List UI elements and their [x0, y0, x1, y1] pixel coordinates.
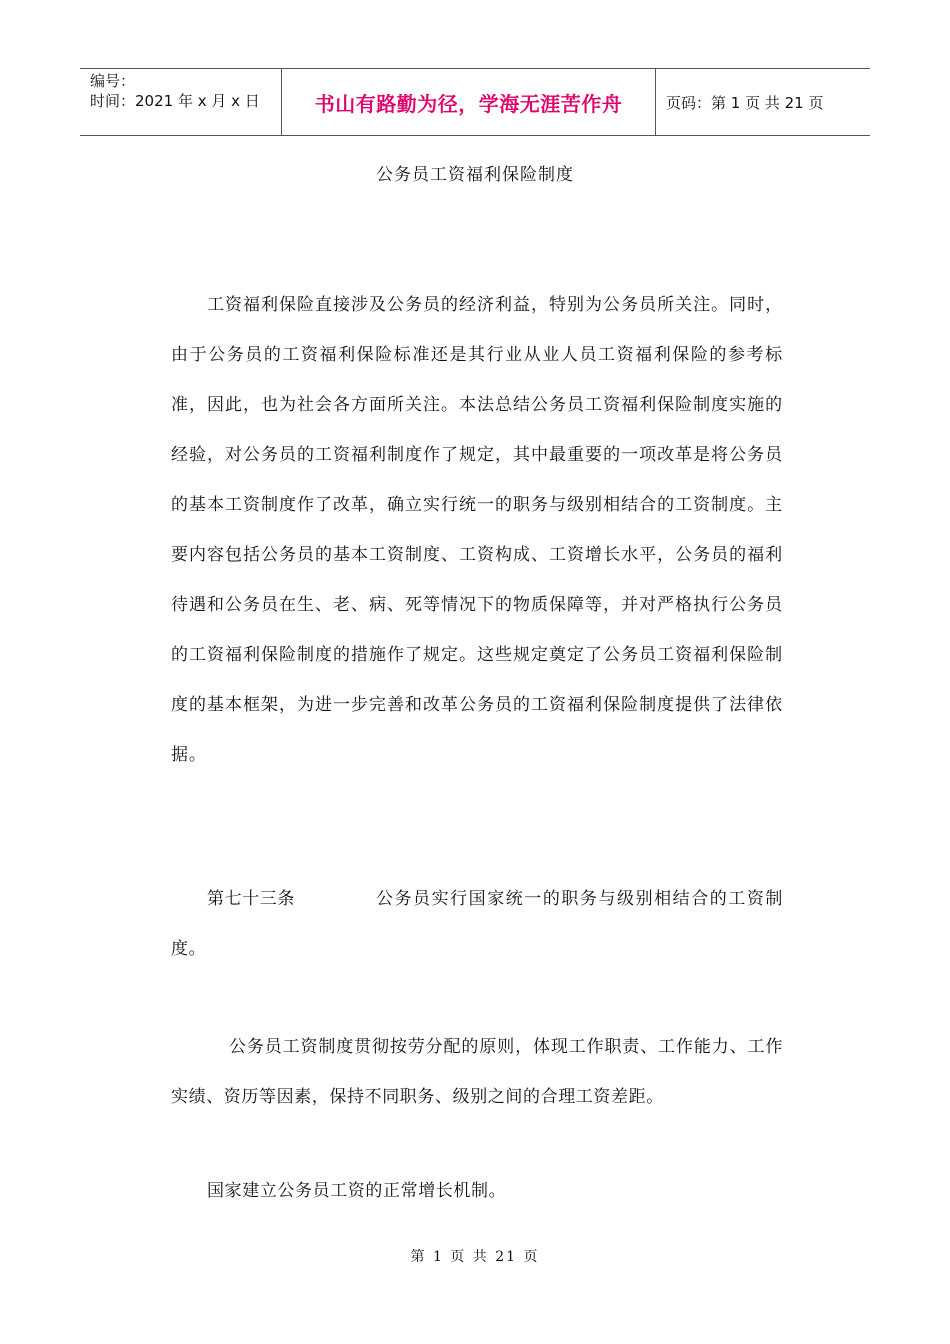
header-motto-cell	[282, 69, 656, 135]
header-meta-cell	[80, 69, 282, 135]
article-number: 第七十三条	[207, 889, 295, 909]
intro-paragraph: 工资福利保险直接涉及公务员的经济利益，特别为公务员所关注。同时，由于公务员的工资福利保险标准还是其行业从业人员工资福利保险的参考标准，因此，也为社会各方面所关注。本法总结公务员工资福利保险制度实施的经验，对公务员的工资福利制度作了规定，其中最重要的一项改革是将公务员的基本工资制度作了改革，确立实行统一的职务与级别相结合的工资制度。主要内容包括公务员的基本工资制度、工资构成、工资增长水平，公务员的福利待遇和公务员在生、老、病、死等情况下的物质保障等，并对严格执行公务员的工资福利保险制度的措施作了规定。这些规定奠定了公务员工资福利保险制度的基本框架，为进一步完善和改革公务员的工资福利保险制度提供了法律依据。	[171, 295, 783, 765]
article-text: 公务员实行国家统一的职务与级别相结合的工资制度。	[171, 889, 783, 959]
time-label: 时间：2021 年 x 月 x 日	[90, 92, 260, 110]
principle-paragraph: 公务员工资制度贯彻按劳分配的原则，体现工作职责、工作能力、工作实绩、资历等因素，保持不同职务、级别之间的合理工资差距。	[171, 1037, 783, 1107]
page-header	[80, 68, 870, 136]
growth-paragraph: 国家建立公务员工资的正常增长机制。	[207, 1181, 507, 1201]
page-label: 页码：第 1 页 共 21 页	[666, 93, 824, 112]
header-page-cell	[656, 69, 870, 135]
document-title: 公务员工资福利保险制度	[376, 165, 574, 185]
number-label: 编号：	[90, 72, 136, 90]
article-paragraph	[171, 874, 783, 974]
motto-text: 书山有路勤为径，学海无涯苦作舟	[314, 91, 623, 116]
page-footer: 第 1 页 共 21 页	[410, 1249, 540, 1265]
